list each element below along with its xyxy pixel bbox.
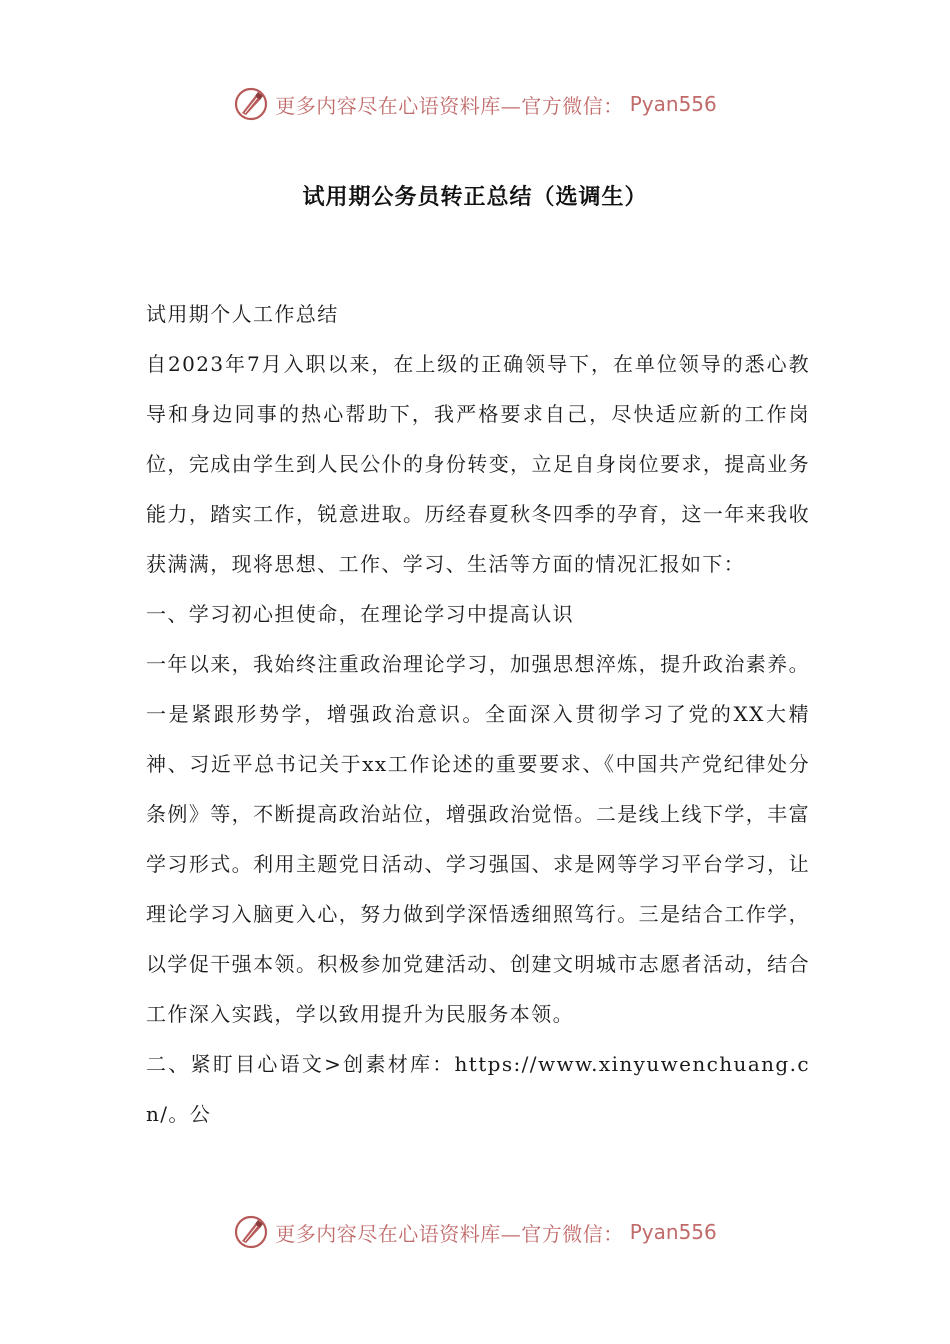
document-body xyxy=(146,289,810,1139)
pen-nib-circle-logo-icon xyxy=(233,1214,269,1250)
section-1-paragraph: 一年以来，我始终注重政治理论学习，加强思想淬炼，提升政治素养。一是紧跟形势学，增强政治意识。全面深入贯彻学习了党的XX大精神、习近平总书记关于xx工作论述的重要要求、《中国共产党纪律处分条例》等，不断提高政治站位，增强政治觉悟。二是线上线下学，丰富学习形式。利用主题党日活动、学习强国、求是网等学习平台学习，让理论学习入脑更入心，努力做到学深悟透细照笃行。三是结合工作学，以学促干强本领。积极参加党建活动、创建文明城市志愿者活动，结合工作深入实践，学以致用提升为民服务本领。 xyxy=(146,652,810,1026)
section-heading-2: 二、紧盯目心语文>创素材库：https://www.xinyuwenchuang.cn/。公 xyxy=(146,1052,810,1126)
header-banner xyxy=(0,82,950,126)
header-banner-contact: Pyan556 xyxy=(629,92,717,116)
section-subtitle: 试用期个人工作总结 xyxy=(146,302,339,326)
footer-banner xyxy=(0,1210,950,1254)
section-heading-1: 一、学习初心担使命，在理论学习中提高认识 xyxy=(146,602,574,626)
footer-banner-text: 更多内容尽在心语资料库—官方微信： xyxy=(275,1221,624,1246)
document-title: 试用期公务员转正总结（选调生） xyxy=(302,185,648,210)
footer-banner-contact: Pyan556 xyxy=(629,1220,717,1244)
pen-nib-circle-logo-icon xyxy=(233,86,269,122)
intro-paragraph: 自2023年7月入职以来，在上级的正确领导下，在单位领导的悉心教导和身边同事的热心帮助下，我严格要求自己，尽快适应新的工作岗位，完成由学生到人民公仆的身份转变，立足自身岗位要求，提高业务能力，踏实工作，锐意进取。历经春夏秋冬四季的孕育，这一年来我收获满满，现将思想、工作、学习、生活等方面的情况汇报如下： xyxy=(146,352,810,576)
header-banner-text: 更多内容尽在心语资料库—官方微信： xyxy=(275,93,624,118)
